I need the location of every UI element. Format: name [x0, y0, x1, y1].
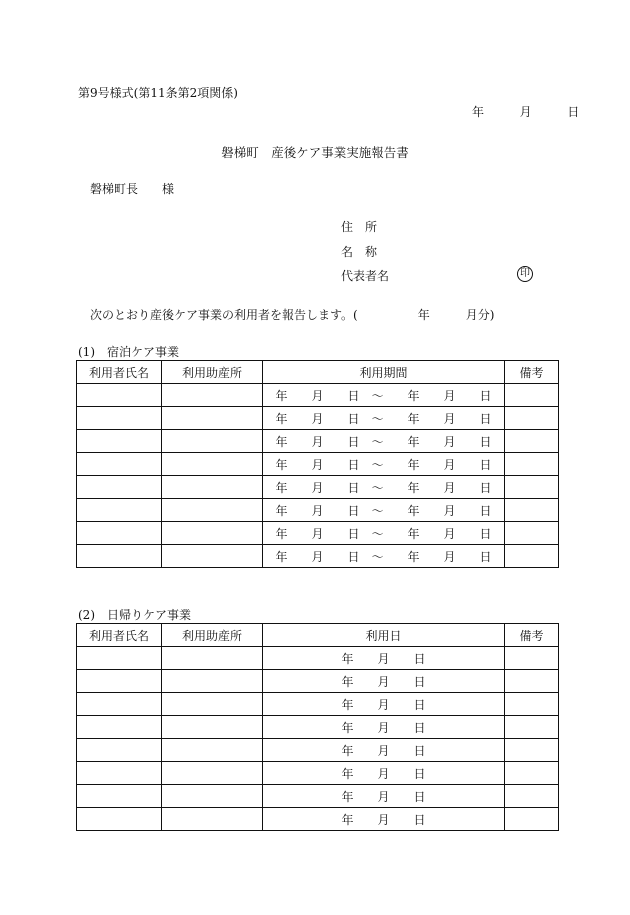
table-row: [77, 476, 559, 499]
date-month-label: 月: [519, 105, 532, 119]
header-use-date: 利用日: [263, 624, 505, 647]
section1-title: (1) 宿泊ケア事業: [78, 345, 179, 359]
midwifery-home-cell[interactable]: [162, 453, 263, 476]
midwifery-home-cell[interactable]: [162, 407, 263, 430]
user-name-cell[interactable]: [77, 716, 162, 739]
remarks-cell[interactable]: [505, 739, 559, 762]
remarks-cell[interactable]: [505, 670, 559, 693]
period-cell: 年 月 日 〜 年 月 日: [263, 453, 505, 476]
midwifery-home-cell[interactable]: [162, 476, 263, 499]
period-cell: 年 月 日 〜 年 月 日: [263, 522, 505, 545]
use-date-cell: 年 月 日: [263, 647, 505, 670]
table-row: [77, 407, 559, 430]
remarks-cell[interactable]: [505, 808, 559, 831]
user-name-cell[interactable]: [77, 499, 162, 522]
user-name-cell[interactable]: [77, 670, 162, 693]
remarks-cell[interactable]: [505, 430, 559, 453]
address-label: 住 所: [341, 220, 378, 234]
user-name-cell[interactable]: [77, 739, 162, 762]
use-date-cell: 年 月 日: [263, 739, 505, 762]
period-cell: 年 月 日 〜 年 月 日: [263, 499, 505, 522]
header-midwifery-home: 利用助産所: [162, 624, 263, 647]
midwifery-home-cell[interactable]: [162, 545, 263, 568]
user-name-cell[interactable]: [77, 808, 162, 831]
midwifery-home-cell[interactable]: [162, 522, 263, 545]
use-date-cell: 年 月 日: [263, 716, 505, 739]
header-user-name: 利用者氏名: [77, 361, 162, 384]
period-cell: 年 月 日 〜 年 月 日: [263, 545, 505, 568]
table-row: [77, 716, 559, 739]
use-date-cell: 年 月 日: [263, 808, 505, 831]
user-name-cell[interactable]: [77, 476, 162, 499]
period-cell: 年 月 日 〜 年 月 日: [263, 476, 505, 499]
remarks-cell[interactable]: [505, 384, 559, 407]
midwifery-home-cell[interactable]: [162, 808, 263, 831]
midwifery-home-cell[interactable]: [162, 647, 263, 670]
table-row: [77, 384, 559, 407]
section2-table: [76, 623, 559, 831]
table-row: [77, 670, 559, 693]
user-name-cell[interactable]: [77, 785, 162, 808]
date-day-label: 日: [567, 105, 580, 119]
representative-label: 代表者名: [341, 269, 390, 283]
table-row: [77, 453, 559, 476]
user-name-cell[interactable]: [77, 647, 162, 670]
report-sentence: 次のとおり産後ケア事業の利用者を報告します。( 年 月分): [90, 308, 495, 322]
user-name-cell[interactable]: [77, 430, 162, 453]
use-date-cell: 年 月 日: [263, 785, 505, 808]
header-remarks: 備考: [505, 361, 559, 384]
midwifery-home-cell[interactable]: [162, 716, 263, 739]
remarks-cell[interactable]: [505, 476, 559, 499]
header-period: 利用期間: [263, 361, 505, 384]
remarks-cell[interactable]: [505, 453, 559, 476]
table-row: [77, 739, 559, 762]
remarks-cell[interactable]: [505, 785, 559, 808]
section1-table: [76, 360, 559, 568]
table-row: [77, 808, 559, 831]
midwifery-home-cell[interactable]: [162, 430, 263, 453]
remarks-cell[interactable]: [505, 716, 559, 739]
table-header-row: [77, 624, 559, 647]
name-label: 名 称: [341, 245, 378, 259]
period-cell: 年 月 日 〜 年 月 日: [263, 430, 505, 453]
period-cell: 年 月 日 〜 年 月 日: [263, 407, 505, 430]
addressee: 磐梯町長 様: [90, 182, 175, 196]
use-date-cell: 年 月 日: [263, 670, 505, 693]
user-name-cell[interactable]: [77, 407, 162, 430]
date-year-label: 年: [472, 105, 485, 119]
remarks-cell[interactable]: [505, 522, 559, 545]
table-row: [77, 545, 559, 568]
remarks-cell[interactable]: [505, 407, 559, 430]
table-row: [77, 762, 559, 785]
remarks-cell[interactable]: [505, 762, 559, 785]
user-name-cell[interactable]: [77, 522, 162, 545]
date-line: [472, 103, 579, 120]
table-row: [77, 430, 559, 453]
user-name-cell[interactable]: [77, 693, 162, 716]
header-remarks: 備考: [505, 624, 559, 647]
midwifery-home-cell[interactable]: [162, 384, 263, 407]
user-name-cell[interactable]: [77, 384, 162, 407]
header-user-name: 利用者氏名: [77, 624, 162, 647]
user-name-cell[interactable]: [77, 453, 162, 476]
table-row: [77, 522, 559, 545]
form-number: 第9号様式(第11条第2項関係): [78, 86, 238, 100]
table-row: [77, 785, 559, 808]
table-header-row: [77, 361, 559, 384]
table-row: [77, 647, 559, 670]
remarks-cell[interactable]: [505, 693, 559, 716]
seal-mark: 印: [517, 266, 533, 282]
table-row: [77, 499, 559, 522]
header-midwifery-home: 利用助産所: [162, 361, 263, 384]
midwifery-home-cell[interactable]: [162, 739, 263, 762]
use-date-cell: 年 月 日: [263, 762, 505, 785]
document-title: 磐梯町 産後ケア事業実施報告書: [221, 145, 409, 160]
use-date-cell: 年 月 日: [263, 693, 505, 716]
midwifery-home-cell[interactable]: [162, 499, 263, 522]
midwifery-home-cell[interactable]: [162, 693, 263, 716]
remarks-cell[interactable]: [505, 499, 559, 522]
table-row: [77, 693, 559, 716]
remarks-cell[interactable]: [505, 647, 559, 670]
period-cell: 年 月 日 〜 年 月 日: [263, 384, 505, 407]
midwifery-home-cell[interactable]: [162, 762, 263, 785]
user-name-cell[interactable]: [77, 545, 162, 568]
user-name-cell[interactable]: [77, 762, 162, 785]
midwifery-home-cell[interactable]: [162, 670, 263, 693]
midwifery-home-cell[interactable]: [162, 785, 263, 808]
remarks-cell[interactable]: [505, 545, 559, 568]
section2-title: (2) 日帰りケア事業: [78, 608, 191, 622]
